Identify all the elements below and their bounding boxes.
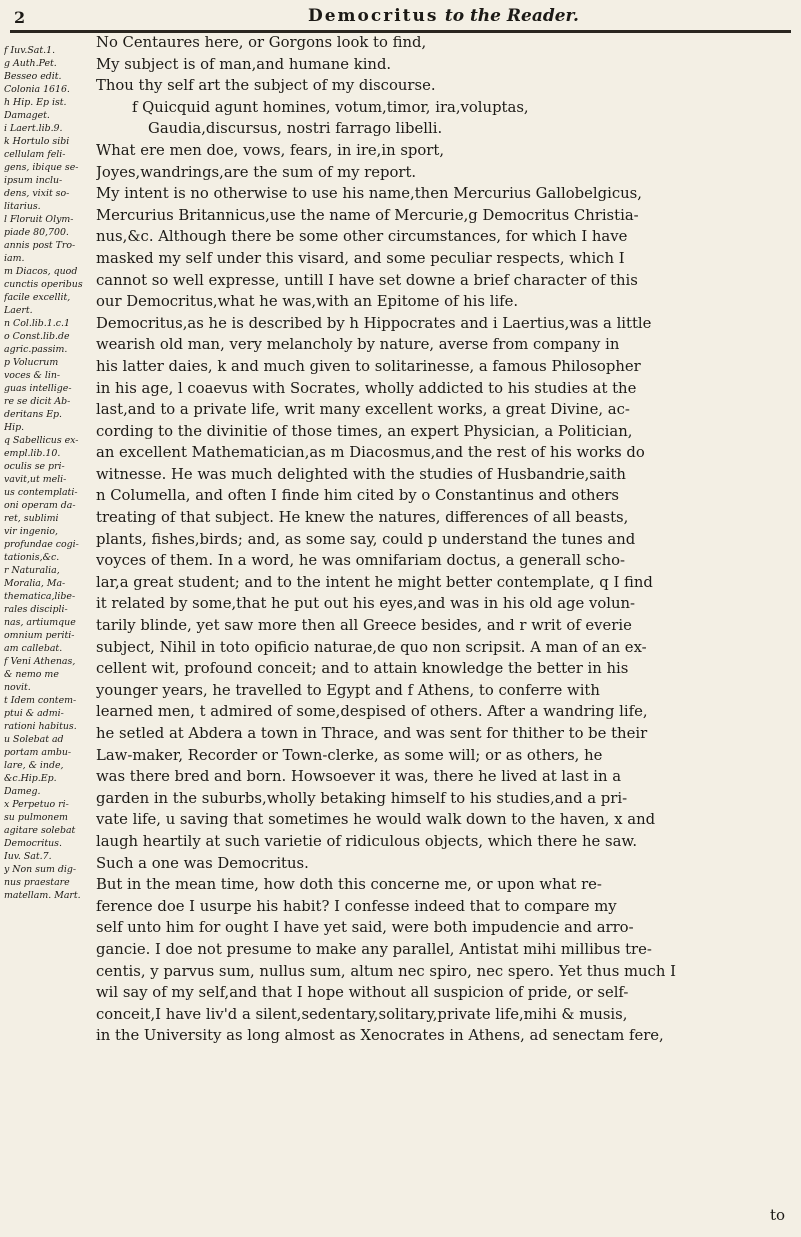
text-line: was there bred and born. Howsoever it was, there he lived at last in a xyxy=(96,768,622,786)
text-line: self unto him for ought I have yet said, were both impudencie and arro- xyxy=(96,919,634,937)
margin-note: re se dicit Ab- xyxy=(4,396,71,407)
margin-notes xyxy=(4,44,88,902)
margin-note: q Sabellicus ex- xyxy=(4,435,79,446)
margin-note: r Naturalia, xyxy=(4,565,60,576)
margin-note: agitare solebat xyxy=(4,825,76,836)
margin-note: n Col.lib.1.c.1 xyxy=(4,318,70,329)
margin-note: o Const.lib.de xyxy=(4,331,70,342)
text-line: plants, fishes,birds; and, as some say, could p understand the tunes and xyxy=(96,530,636,548)
margin-note: h Hip. Ep ist. xyxy=(4,97,67,108)
margin-note: oculis se pri- xyxy=(4,461,65,472)
margin-note: l Floruit Olym- xyxy=(4,214,74,225)
text-line: No Centaures here, or Gorgons look to find, xyxy=(96,34,427,51)
margin-note: & nemo me xyxy=(4,669,59,680)
margin-note: i Laert.lib.9. xyxy=(4,123,63,134)
running-head-title: Democritus xyxy=(308,6,439,26)
margin-note: facile excellit, xyxy=(4,292,71,303)
margin-note: y Non sum dig- xyxy=(4,864,77,875)
margin-note: iam. xyxy=(4,253,25,264)
text-line: an excellent Mathematician,as m Diacosmus,and the rest of his works do xyxy=(96,444,645,462)
text-line: voyces of them. In a word, he was omnifariam doctus, a generall scho- xyxy=(96,552,626,570)
text-line: Joyes,wandrings,are the sum of my report. xyxy=(96,163,417,181)
margin-note: u Solebat ad xyxy=(4,734,64,745)
margin-note: matellam. Mart. xyxy=(4,890,81,901)
running-head xyxy=(308,6,748,26)
text-line: My intent is no otherwise to use his name,then Mercurius Gallobelgicus, xyxy=(96,185,642,203)
margin-note: Iuv. Sat.7. xyxy=(4,851,52,862)
text-line: his latter daies, k and much given to solitarinesse, a famous Philosopher xyxy=(96,357,641,375)
margin-note: &c.Hip.Ep. xyxy=(4,773,57,784)
text-line: nus,&c. Although there be some other circumstances, for which I have xyxy=(96,228,628,246)
margin-note: Besseo edit. xyxy=(4,71,62,82)
text-line: My subject is of man,and humane kind. xyxy=(96,55,392,73)
margin-note: oni operam da- xyxy=(4,500,76,511)
text-line: Democritus,as he is described by h Hippocrates and i Laertius,was a little xyxy=(96,314,652,332)
text-line: tarily blinde, yet saw more then all Greece besides, and r writ of everie xyxy=(96,617,632,635)
margin-note: litarius. xyxy=(4,201,41,212)
running-head-tail: to the Reader. xyxy=(444,6,579,26)
margin-note: Colonia 1616. xyxy=(4,84,70,95)
text-line: f Quicquid agunt homines, votum,timor, ira,voluptas, xyxy=(132,98,529,116)
margin-note: thematica,libe- xyxy=(4,591,76,602)
margin-note: cunctis operibus xyxy=(4,279,83,290)
text-line: centis, y parvus sum, nullus sum, altum nec spiro, nec spero. Yet thus much I xyxy=(96,962,676,980)
text-line: conceit,I have liv'd a silent,sedentary,solitary,private life,mihi & musis, xyxy=(96,1005,628,1023)
text-line: last,and to a private life, writ many excellent works, a great Divine, ac- xyxy=(96,401,630,419)
margin-note: Hip. xyxy=(4,422,25,433)
margin-note: voces & lin- xyxy=(4,370,61,381)
margin-note: piade 80,700. xyxy=(4,227,69,238)
margin-note: agric.passim. xyxy=(4,344,68,355)
margin-note: profundae cogi- xyxy=(4,539,79,550)
margin-note: am callebat. xyxy=(4,643,63,654)
margin-note: vavit,ut meli- xyxy=(4,474,67,485)
text-line: vate life, u saving that sometimes he would walk down to the haven, x and xyxy=(96,811,656,829)
text-line: in the University as long almost as Xenocrates in Athens, ad senectam fere, xyxy=(96,1027,664,1045)
text-line: Law-maker, Recorder or Town-clerke, as some will; or as others, he xyxy=(96,746,603,764)
text-line: cording to the divinitie of those times, an expert Physician, a Politician, xyxy=(96,422,633,440)
text-line: witnesse. He was much delighted with the studies of Husbandrie,saith xyxy=(96,465,626,483)
margin-note: Democritus. xyxy=(4,838,62,849)
margin-note: cellulam feli- xyxy=(4,149,66,160)
text-line: lar,a great student; and to the intent he might better contemplate, q I find xyxy=(96,573,653,591)
text-line: wil say of my self,and that I hope without all suspicion of pride, or self- xyxy=(96,984,629,1002)
margin-note: ret, sublimi xyxy=(4,513,59,524)
text-line: n Columella, and often I finde him cited by o Constantinus and others xyxy=(96,487,619,505)
text-line: wearish old man, very melancholy by nature, averse from company in xyxy=(96,336,620,354)
text-line: What ere men doe, vows, fears, in ire,in sport, xyxy=(96,141,445,159)
catchword: to xyxy=(769,1206,785,1224)
margin-note: t Idem contem- xyxy=(4,695,77,706)
text-line: cannot so well expresse, untill I have set downe a brief character of this xyxy=(96,271,638,289)
margin-note: empl.lib.10. xyxy=(4,448,61,459)
margin-note: nus praestare xyxy=(4,877,70,888)
margin-note: rationi habitus. xyxy=(4,721,77,732)
margin-note: g Auth.Pet. xyxy=(4,58,57,69)
margin-note: deritans Ep. xyxy=(4,409,63,420)
margin-note: ipsum inclu- xyxy=(4,175,63,186)
margin-note: Dameg. xyxy=(4,786,41,797)
text-line: treating of that subject. He knew the natures, differences of all beasts, xyxy=(96,509,629,527)
text-line: Such a one was Democritus. xyxy=(96,854,309,872)
margin-note: p Volucrum xyxy=(4,357,59,368)
text-line: cellent wit, profound conceit; and to attain knowledge the better in his xyxy=(96,660,629,678)
margin-note: f Iuv.Sat.1. xyxy=(4,45,56,56)
margin-note: vir ingenio, xyxy=(4,526,59,537)
margin-note: portam ambu- xyxy=(4,747,72,758)
margin-note: k Hortulo sibi xyxy=(4,136,70,147)
page-number: 2 xyxy=(14,8,26,27)
margin-note: dens, vixit so- xyxy=(4,188,70,199)
margin-note: Laert. xyxy=(4,305,33,316)
text-line: it related by some,that he put out his eyes,and was in his old age volun- xyxy=(96,595,636,613)
margin-note: ptui & admi- xyxy=(4,708,64,719)
body-text xyxy=(96,32,796,1047)
margin-note: lare, & inde, xyxy=(4,760,64,771)
margin-note: f Veni Athenas, xyxy=(4,656,76,667)
margin-note: guas intellige- xyxy=(4,383,72,394)
text-line: But in the mean time, how doth this concerne me, or upon what re- xyxy=(96,876,602,894)
text-line: laugh heartily at such varietie of ridiculous objects, which there he saw. xyxy=(96,832,638,850)
text-line: our Democritus,what he was,with an Epitome of his life. xyxy=(96,293,519,311)
text-line: masked my self under this visard, and some peculiar respects, which I xyxy=(96,249,625,267)
margin-note: novit. xyxy=(4,682,31,693)
text-line: learned men, t admired of some,despised of others. After a wandring life, xyxy=(96,703,648,721)
margin-note: us contemplati- xyxy=(4,487,78,498)
text-line: Thou thy self art the subject of my discourse. xyxy=(96,77,436,95)
text-line: subject, Nihil in toto opificio naturae,de quo non scripsit. A man of an ex- xyxy=(96,638,647,656)
text-line: he setled at Abdera a town in Thrace, and was sent for thither to be their xyxy=(96,725,648,742)
text-line: garden in the suburbs,wholly betaking himself to his studies,and a pri- xyxy=(96,789,628,807)
margin-note: tationis,&c. xyxy=(4,552,60,563)
margin-note: Damaget. xyxy=(4,110,50,121)
text-line: Mercurius Britannicus,use the name of Mercurie,g Democritus Christia- xyxy=(96,206,639,224)
text-line: in his age, l coaevus with Socrates, wholly addicted to his studies at the xyxy=(96,379,637,397)
margin-note: annis post Tro- xyxy=(4,240,76,251)
margin-note: x Perpetuo ri- xyxy=(4,799,69,810)
margin-note: gens, ibique se- xyxy=(4,162,79,173)
text-line: younger years, he travelled to Egypt and f Athens, to conferre with xyxy=(96,681,600,699)
margin-note: su pulmonem xyxy=(4,812,68,823)
margin-note: rales discipli- xyxy=(4,604,68,615)
margin-note: omnium periti- xyxy=(4,630,75,641)
margin-note: nas, artiumque xyxy=(4,617,76,628)
margin-note: Moralia, Ma- xyxy=(4,578,66,589)
text-line: Gaudia,discursus, nostri farrago libelli. xyxy=(148,120,443,138)
text-line: gancie. I doe not presume to make any parallel, Antistat mihi millibus tre- xyxy=(96,940,652,958)
margin-note: m Diacos, quod xyxy=(4,266,78,277)
text-line: ference doe I usurpe his habit? I confesse indeed that to compare my xyxy=(96,897,617,915)
